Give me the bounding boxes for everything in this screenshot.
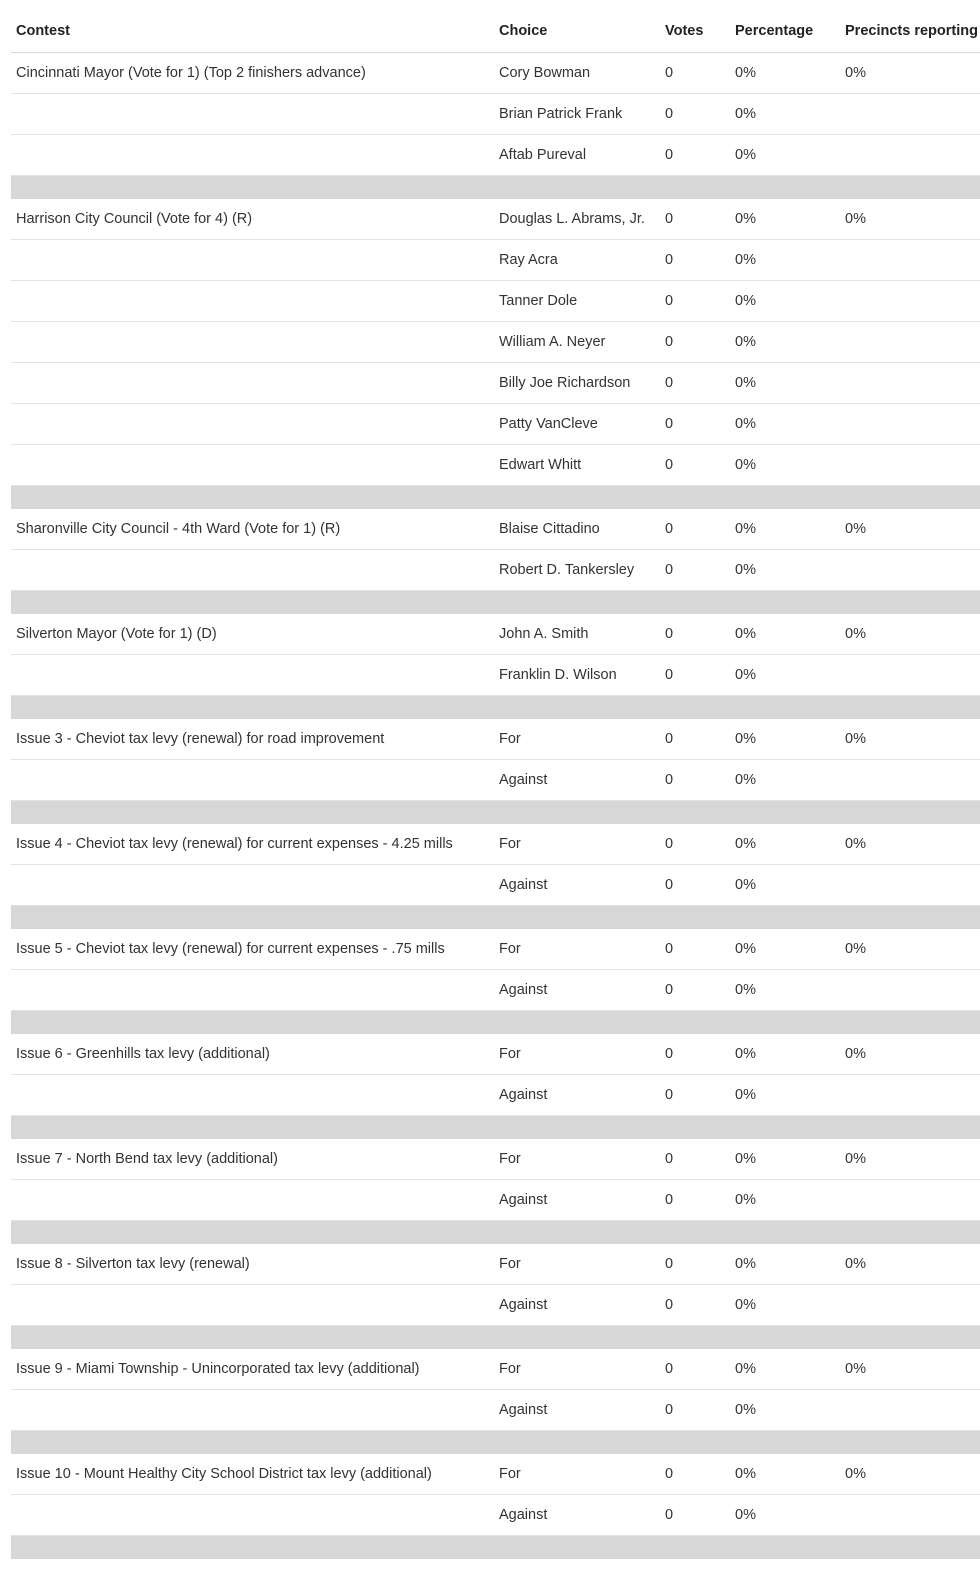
- header-contest: Contest: [11, 10, 494, 53]
- header-precincts-reporting: Precincts reporting: [840, 10, 980, 53]
- table-row: [11, 655, 980, 696]
- contest-name-cell: [11, 240, 494, 281]
- votes-cell: 0: [660, 404, 730, 445]
- votes-cell: 0: [660, 445, 730, 486]
- choice-cell: Aftab Pureval: [494, 135, 660, 176]
- contest-name-cell: [11, 1180, 494, 1221]
- percentage-cell: 0%: [730, 1075, 840, 1116]
- percentage-cell: 0%: [730, 614, 840, 655]
- votes-cell: 0: [660, 1180, 730, 1221]
- choice-cell: Patty VanCleve: [494, 404, 660, 445]
- table-row: [11, 363, 980, 404]
- percentage-cell: 0%: [730, 865, 840, 906]
- votes-cell: 0: [660, 1034, 730, 1075]
- precincts-reporting-cell: 0%: [840, 929, 980, 970]
- contest-name-cell: [11, 1390, 494, 1431]
- votes-cell: 0: [660, 865, 730, 906]
- precincts-reporting-cell: [840, 1180, 980, 1221]
- votes-cell: 0: [660, 1244, 730, 1285]
- precincts-reporting-cell: 0%: [840, 53, 980, 94]
- contest-name-cell: [11, 322, 494, 363]
- header-row: [11, 10, 980, 53]
- contest-name-cell: [11, 1495, 494, 1536]
- precincts-reporting-cell: [840, 322, 980, 363]
- votes-cell: 0: [660, 1139, 730, 1180]
- precincts-reporting-cell: [840, 1390, 980, 1431]
- votes-cell: 0: [660, 550, 730, 591]
- precincts-reporting-cell: [840, 135, 980, 176]
- contest-name-cell: [11, 1075, 494, 1116]
- percentage-cell: 0%: [730, 550, 840, 591]
- precincts-reporting-cell: [840, 550, 980, 591]
- percentage-cell: 0%: [730, 719, 840, 760]
- percentage-cell: 0%: [730, 1285, 840, 1326]
- choice-cell: Against: [494, 970, 660, 1011]
- percentage-cell: 0%: [730, 1390, 840, 1431]
- precincts-reporting-cell: 0%: [840, 614, 980, 655]
- choice-cell: Franklin D. Wilson: [494, 655, 660, 696]
- table-row: [11, 1495, 980, 1536]
- contest-name-cell: Issue 3 - Cheviot tax levy (renewal) for road improvement: [11, 719, 494, 760]
- percentage-cell: 0%: [730, 363, 840, 404]
- choice-cell: Edwart Whitt: [494, 445, 660, 486]
- precincts-reporting-cell: 0%: [840, 1244, 980, 1285]
- results-table-body: [11, 53, 980, 1560]
- table-row: [11, 53, 980, 94]
- choice-cell: Against: [494, 1285, 660, 1326]
- precincts-reporting-cell: 0%: [840, 824, 980, 865]
- contest-name-cell: Issue 8 - Silverton tax levy (renewal): [11, 1244, 494, 1285]
- votes-cell: 0: [660, 614, 730, 655]
- votes-cell: 0: [660, 1075, 730, 1116]
- separator-band: [11, 591, 980, 615]
- percentage-cell: 0%: [730, 509, 840, 550]
- precincts-reporting-cell: [840, 1285, 980, 1326]
- percentage-cell: 0%: [730, 404, 840, 445]
- contest-name-cell: Harrison City Council (Vote for 4) (R): [11, 199, 494, 240]
- table-row: [11, 135, 980, 176]
- contest-name-cell: [11, 404, 494, 445]
- separator-band: [11, 906, 980, 930]
- contest-name-cell: [11, 1285, 494, 1326]
- separator-band: [11, 1326, 980, 1350]
- precincts-reporting-cell: [840, 94, 980, 135]
- table-row: [11, 322, 980, 363]
- percentage-cell: 0%: [730, 1454, 840, 1495]
- votes-cell: 0: [660, 135, 730, 176]
- precincts-reporting-cell: 0%: [840, 719, 980, 760]
- table-row: [11, 1390, 980, 1431]
- contest-name-cell: [11, 135, 494, 176]
- votes-cell: 0: [660, 1349, 730, 1390]
- contest-separator: [11, 591, 980, 615]
- separator-band: [11, 486, 980, 510]
- percentage-cell: 0%: [730, 94, 840, 135]
- contest-name-cell: Cincinnati Mayor (Vote for 1) (Top 2 finishers advance): [11, 53, 494, 94]
- header-choice: Choice: [494, 10, 660, 53]
- percentage-cell: 0%: [730, 970, 840, 1011]
- votes-cell: 0: [660, 929, 730, 970]
- table-row: [11, 1454, 980, 1495]
- separator-band: [11, 1536, 980, 1560]
- results-table-head: [11, 10, 980, 53]
- contest-separator: [11, 1116, 980, 1140]
- choice-cell: Billy Joe Richardson: [494, 363, 660, 404]
- choice-cell: John A. Smith: [494, 614, 660, 655]
- precincts-reporting-cell: 0%: [840, 1454, 980, 1495]
- percentage-cell: 0%: [730, 322, 840, 363]
- precincts-reporting-cell: [840, 281, 980, 322]
- choice-cell: Brian Patrick Frank: [494, 94, 660, 135]
- results-table: [11, 10, 980, 1559]
- votes-cell: 0: [660, 1495, 730, 1536]
- table-row: [11, 865, 980, 906]
- contest-name-cell: Issue 6 - Greenhills tax levy (additional): [11, 1034, 494, 1075]
- contest-separator: [11, 1011, 980, 1035]
- table-row: [11, 1285, 980, 1326]
- precincts-reporting-cell: 0%: [840, 1349, 980, 1390]
- choice-cell: Robert D. Tankersley: [494, 550, 660, 591]
- choice-cell: Cory Bowman: [494, 53, 660, 94]
- header-votes: Votes: [660, 10, 730, 53]
- separator-band: [11, 1011, 980, 1035]
- precincts-reporting-cell: [840, 240, 980, 281]
- table-row: [11, 1075, 980, 1116]
- contest-separator: [11, 1431, 980, 1455]
- precincts-reporting-cell: [840, 363, 980, 404]
- choice-cell: Against: [494, 1390, 660, 1431]
- percentage-cell: 0%: [730, 1139, 840, 1180]
- separator-band: [11, 1221, 980, 1245]
- votes-cell: 0: [660, 240, 730, 281]
- table-row: [11, 719, 980, 760]
- contest-name-cell: Issue 4 - Cheviot tax levy (renewal) for current expenses - 4.25 mills: [11, 824, 494, 865]
- table-row: [11, 240, 980, 281]
- precincts-reporting-cell: [840, 970, 980, 1011]
- contest-separator: [11, 1536, 980, 1560]
- contest-separator: [11, 696, 980, 720]
- table-row: [11, 929, 980, 970]
- choice-cell: Blaise Cittadino: [494, 509, 660, 550]
- contest-name-cell: [11, 445, 494, 486]
- table-row: [11, 445, 980, 486]
- votes-cell: 0: [660, 281, 730, 322]
- percentage-cell: 0%: [730, 135, 840, 176]
- precincts-reporting-cell: [840, 1075, 980, 1116]
- choice-cell: For: [494, 929, 660, 970]
- contest-name-cell: [11, 363, 494, 404]
- table-row: [11, 1349, 980, 1390]
- choice-cell: For: [494, 1244, 660, 1285]
- precincts-reporting-cell: [840, 445, 980, 486]
- choice-cell: William A. Neyer: [494, 322, 660, 363]
- votes-cell: 0: [660, 760, 730, 801]
- contest-name-cell: Silverton Mayor (Vote for 1) (D): [11, 614, 494, 655]
- contest-separator: [11, 486, 980, 510]
- table-row: [11, 199, 980, 240]
- choice-cell: For: [494, 1034, 660, 1075]
- table-row: [11, 760, 980, 801]
- percentage-cell: 0%: [730, 240, 840, 281]
- precincts-reporting-cell: 0%: [840, 199, 980, 240]
- separator-band: [11, 1431, 980, 1455]
- table-row: [11, 970, 980, 1011]
- votes-cell: 0: [660, 1390, 730, 1431]
- table-row: [11, 824, 980, 865]
- choice-cell: Against: [494, 865, 660, 906]
- contest-name-cell: [11, 865, 494, 906]
- contest-name-cell: Issue 7 - North Bend tax levy (additional): [11, 1139, 494, 1180]
- contest-name-cell: [11, 94, 494, 135]
- contest-name-cell: Sharonville City Council - 4th Ward (Vote for 1) (R): [11, 509, 494, 550]
- contest-name-cell: [11, 550, 494, 591]
- contest-name-cell: [11, 655, 494, 696]
- percentage-cell: 0%: [730, 1034, 840, 1075]
- choice-cell: For: [494, 719, 660, 760]
- choice-cell: Against: [494, 760, 660, 801]
- separator-band: [11, 801, 980, 825]
- table-row: [11, 94, 980, 135]
- choice-cell: For: [494, 824, 660, 865]
- contest-separator: [11, 801, 980, 825]
- votes-cell: 0: [660, 199, 730, 240]
- contest-separator: [11, 1221, 980, 1245]
- table-row: [11, 1034, 980, 1075]
- separator-band: [11, 696, 980, 720]
- contest-name-cell: Issue 5 - Cheviot tax levy (renewal) for current expenses - .75 mills: [11, 929, 494, 970]
- choice-cell: Ray Acra: [494, 240, 660, 281]
- precincts-reporting-cell: [840, 655, 980, 696]
- percentage-cell: 0%: [730, 1180, 840, 1221]
- table-row: [11, 404, 980, 445]
- choice-cell: For: [494, 1139, 660, 1180]
- table-row: [11, 1139, 980, 1180]
- percentage-cell: 0%: [730, 824, 840, 865]
- choice-cell: Tanner Dole: [494, 281, 660, 322]
- percentage-cell: 0%: [730, 1495, 840, 1536]
- choice-cell: Douglas L. Abrams, Jr.: [494, 199, 660, 240]
- choice-cell: For: [494, 1349, 660, 1390]
- precincts-reporting-cell: 0%: [840, 509, 980, 550]
- votes-cell: 0: [660, 53, 730, 94]
- precincts-reporting-cell: [840, 865, 980, 906]
- precincts-reporting-cell: 0%: [840, 1139, 980, 1180]
- precincts-reporting-cell: [840, 404, 980, 445]
- table-row: [11, 550, 980, 591]
- votes-cell: 0: [660, 824, 730, 865]
- votes-cell: 0: [660, 1285, 730, 1326]
- percentage-cell: 0%: [730, 1244, 840, 1285]
- table-row: [11, 1244, 980, 1285]
- contest-name-cell: [11, 760, 494, 801]
- votes-cell: 0: [660, 94, 730, 135]
- separator-band: [11, 176, 980, 200]
- choice-cell: Against: [494, 1075, 660, 1116]
- contest-name-cell: [11, 281, 494, 322]
- table-row: [11, 281, 980, 322]
- votes-cell: 0: [660, 322, 730, 363]
- header-percentage: Percentage: [730, 10, 840, 53]
- choice-cell: Against: [494, 1495, 660, 1536]
- percentage-cell: 0%: [730, 760, 840, 801]
- percentage-cell: 0%: [730, 445, 840, 486]
- choice-cell: Against: [494, 1180, 660, 1221]
- votes-cell: 0: [660, 363, 730, 404]
- percentage-cell: 0%: [730, 1349, 840, 1390]
- percentage-cell: 0%: [730, 929, 840, 970]
- precincts-reporting-cell: 0%: [840, 1034, 980, 1075]
- votes-cell: 0: [660, 655, 730, 696]
- table-row: [11, 1180, 980, 1221]
- contest-separator: [11, 176, 980, 200]
- precincts-reporting-cell: [840, 1495, 980, 1536]
- contest-separator: [11, 1326, 980, 1350]
- precincts-reporting-cell: [840, 760, 980, 801]
- votes-cell: 0: [660, 509, 730, 550]
- choice-cell: For: [494, 1454, 660, 1495]
- votes-cell: 0: [660, 970, 730, 1011]
- contest-name-cell: Issue 9 - Miami Township - Unincorporated tax levy (additional): [11, 1349, 494, 1390]
- percentage-cell: 0%: [730, 281, 840, 322]
- contest-name-cell: [11, 970, 494, 1011]
- percentage-cell: 0%: [730, 53, 840, 94]
- table-row: [11, 614, 980, 655]
- contest-name-cell: Issue 10 - Mount Healthy City School District tax levy (additional): [11, 1454, 494, 1495]
- separator-band: [11, 1116, 980, 1140]
- table-row: [11, 509, 980, 550]
- votes-cell: 0: [660, 719, 730, 760]
- votes-cell: 0: [660, 1454, 730, 1495]
- contest-separator: [11, 906, 980, 930]
- percentage-cell: 0%: [730, 655, 840, 696]
- percentage-cell: 0%: [730, 199, 840, 240]
